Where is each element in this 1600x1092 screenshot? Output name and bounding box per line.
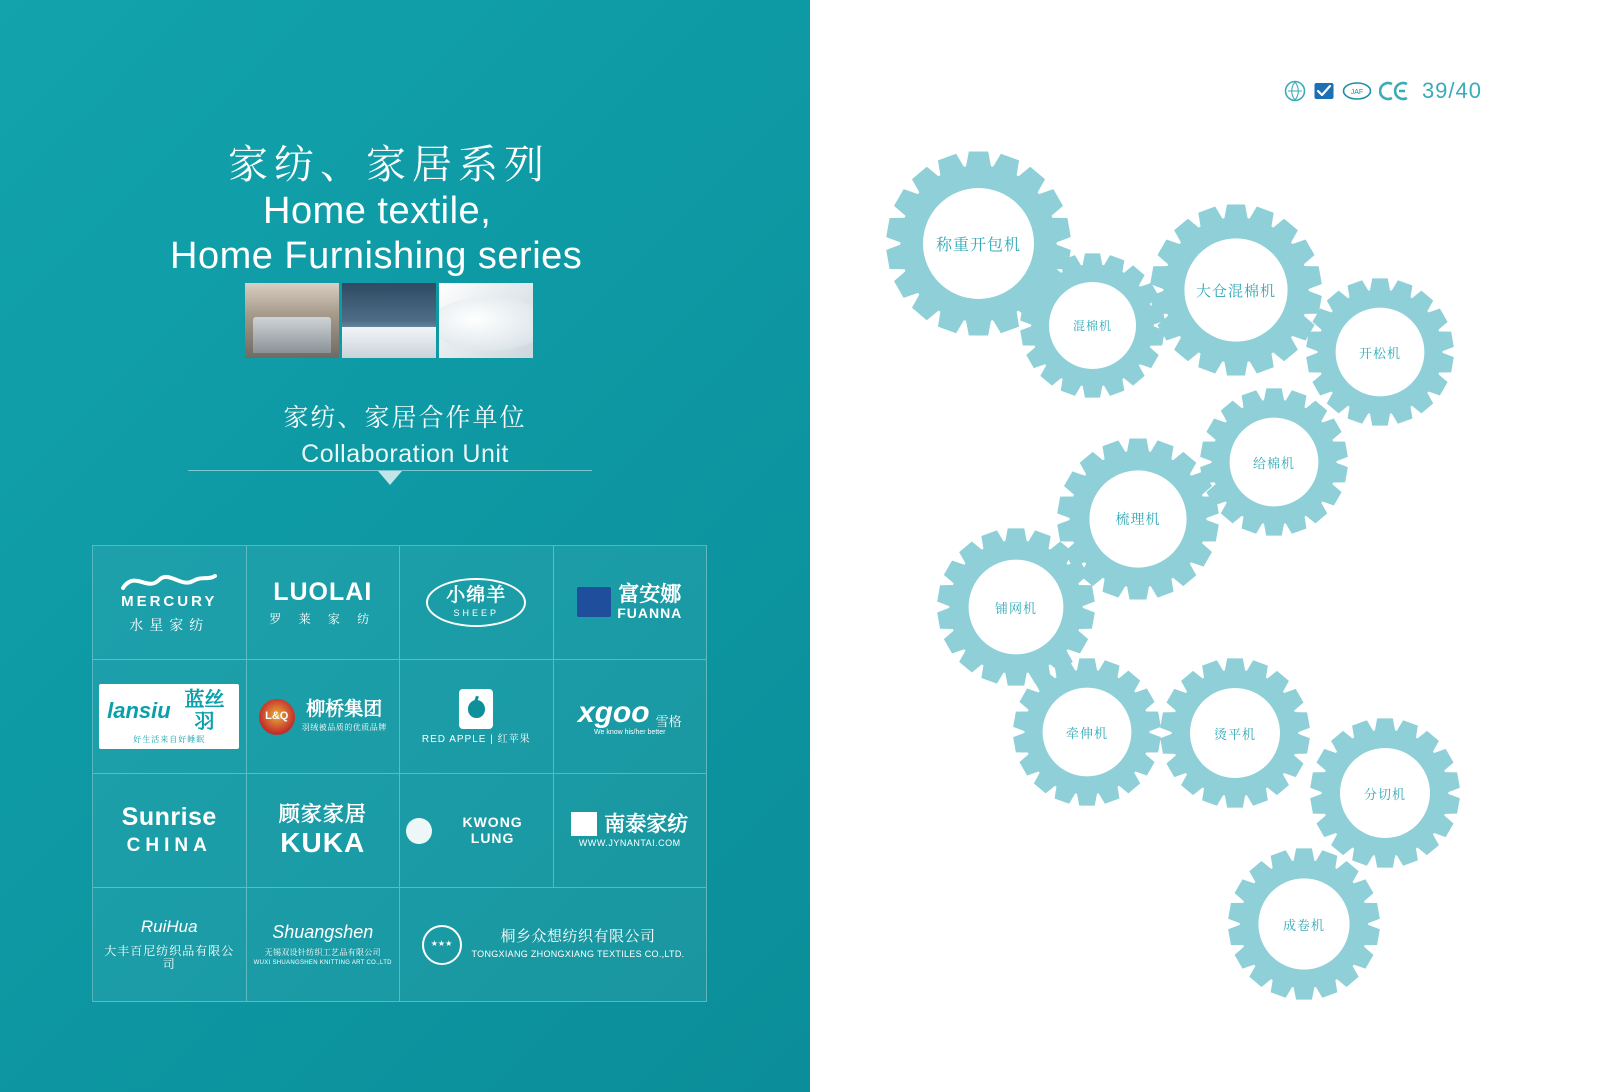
ruihua-company-cn: 大丰百尼纺织品有限公司 bbox=[104, 943, 235, 971]
gear-label: 成卷机 bbox=[1282, 917, 1325, 933]
gear-8 bbox=[1013, 658, 1161, 806]
lansiu-wordmark-en: lansiu bbox=[107, 697, 171, 723]
luolai-wordmark: LUOLAI bbox=[273, 578, 373, 607]
gear-3 bbox=[1150, 204, 1322, 376]
luolai-wordmark-cn: 罗 莱 家 纺 bbox=[269, 611, 377, 626]
zhongxiang-badge-icon: ★★★ bbox=[422, 925, 462, 965]
zhongxiang-company-cn: 桐乡众想纺织有限公司 bbox=[500, 928, 656, 946]
kwong-lung-wordmark: KWONG LUNG bbox=[462, 814, 523, 846]
logo-cell-mercury bbox=[93, 546, 247, 660]
bedroom-photo bbox=[245, 283, 339, 358]
page-title-cn: 家纺、家居系列 bbox=[228, 143, 550, 187]
mercury-wordmark: MERCURY bbox=[121, 593, 218, 611]
collaboration-logo-grid bbox=[92, 545, 707, 1002]
quilt-photo bbox=[439, 283, 533, 358]
kuka-wordmark-cn: 顾家家居 bbox=[278, 802, 367, 826]
subtitle-block bbox=[0, 398, 810, 469]
lansiu-tagline: 好生活来自好睡眠 bbox=[133, 734, 206, 744]
logo-cell-little-sheep bbox=[400, 546, 554, 660]
nantai-url: WWW.JYNANTAI.COM bbox=[578, 838, 681, 849]
divider-arrow-icon bbox=[378, 471, 402, 485]
zhongxiang-company-en: TONGXIANG ZHONGXIANG TEXTILES CO.,LTD. bbox=[471, 948, 685, 959]
shuangshen-company-cn: 无锡双设针纺织工艺品有限公司 bbox=[264, 947, 381, 957]
logo-cell-xgoo bbox=[554, 660, 708, 774]
fuanna-badge-icon bbox=[577, 587, 611, 617]
gear-label: 分切机 bbox=[1363, 786, 1406, 802]
logo-cell-kuka bbox=[247, 774, 401, 888]
fuanna-wordmark-cn: 富安娜 bbox=[618, 583, 682, 607]
gear-label: 给棉机 bbox=[1252, 455, 1295, 471]
gear-label: 铺网机 bbox=[994, 600, 1037, 616]
page-title-en-line2: Home Furnishing series bbox=[170, 234, 583, 277]
xgoo-wordmark-cn: 雪格 bbox=[655, 713, 682, 729]
gear-label: 梳理机 bbox=[1115, 511, 1161, 527]
sheep-wordmark-cn: 小绵羊 bbox=[446, 585, 507, 607]
photo-strip bbox=[245, 283, 533, 358]
mercury-wave-icon bbox=[121, 572, 217, 594]
lansiu-chip bbox=[99, 684, 239, 750]
gear-9 bbox=[1160, 658, 1310, 808]
mercury-wordmark-cn: 水星家纺 bbox=[129, 616, 210, 633]
bedding-photo bbox=[342, 283, 436, 358]
logo-cell-liuqiao bbox=[247, 660, 401, 774]
gear-2 bbox=[1020, 253, 1165, 398]
subtitle-en: Collaboration Unit bbox=[301, 440, 509, 468]
sheep-wordmark-en: SHEEP bbox=[453, 608, 499, 618]
svg-text:JAF: JAF bbox=[1350, 89, 1364, 96]
shuangshen-company-en: WUXI SHUANGSHEN KNITTING ART CO.,LTD bbox=[253, 959, 392, 966]
liuqiao-tagline: 羽绒被品质的优质品牌 bbox=[301, 723, 387, 733]
sunrise-wordmark-sub: CHINA bbox=[126, 834, 212, 856]
gear-11 bbox=[1228, 848, 1380, 1000]
title-block bbox=[0, 140, 810, 279]
logo-cell-shuangshen bbox=[247, 888, 401, 1002]
sheep-oval-frame bbox=[426, 578, 526, 627]
logo-cell-nantai bbox=[554, 774, 708, 888]
sunrise-wordmark: Sunrise bbox=[121, 803, 217, 832]
gear-label: 烫平机 bbox=[1213, 726, 1256, 742]
logo-cell-luolai bbox=[247, 546, 401, 660]
red-apple-wordmark: RED APPLE | 红苹果 bbox=[421, 733, 531, 745]
process-flow-gear-diagram bbox=[810, 0, 1600, 1092]
shuangshen-script-wordmark: Shuangshen bbox=[272, 921, 374, 942]
nantai-wordmark-cn: 南泰家纺 bbox=[604, 812, 689, 836]
logo-cell-red-apple bbox=[400, 660, 554, 774]
right-white-panel bbox=[810, 0, 1600, 1092]
nantai-mark-icon bbox=[571, 812, 597, 836]
xgoo-tagline: We know his/her better bbox=[594, 729, 666, 737]
kwong-lung-mark-icon bbox=[406, 818, 432, 844]
logo-cell-ruihua bbox=[93, 888, 247, 1002]
fuanna-wordmark-en: FUANNA bbox=[617, 605, 683, 622]
gear-label: 开松机 bbox=[1358, 345, 1401, 361]
ruihua-script-wordmark: RuiHua bbox=[140, 916, 198, 936]
gear-label: 大仓混棉机 bbox=[1195, 282, 1276, 300]
xgoo-wordmark-en: xgoo bbox=[577, 696, 650, 730]
logo-cell-tongxiang-zhongxiang bbox=[400, 888, 707, 1002]
logo-cell-sunrise bbox=[93, 774, 247, 888]
lansiu-wordmark-cn: 蓝丝羽 bbox=[184, 688, 225, 733]
kuka-wordmark-en: KUKA bbox=[280, 826, 366, 858]
gear-10 bbox=[1310, 718, 1460, 868]
gear-label: 称重开包机 bbox=[935, 237, 1021, 254]
subtitle-cn: 家纺、家居合作单位 bbox=[283, 404, 527, 432]
gear-5 bbox=[1200, 388, 1348, 536]
page-title-en-line1: Home textile, bbox=[263, 190, 492, 232]
logo-cell-lansiu bbox=[93, 660, 247, 774]
gear-label: 混棉机 bbox=[1072, 319, 1112, 333]
logo-cell-fuanna bbox=[554, 546, 708, 660]
liuqiao-wordmark-cn: 柳桥集团 bbox=[306, 699, 383, 721]
logo-cell-kwong-lung bbox=[400, 774, 554, 888]
page-number: 39/40 bbox=[1421, 78, 1482, 103]
gear-label: 牵伸机 bbox=[1065, 725, 1108, 741]
liuqiao-seal-icon: L&Q bbox=[259, 699, 295, 735]
red-apple-icon bbox=[459, 689, 493, 729]
